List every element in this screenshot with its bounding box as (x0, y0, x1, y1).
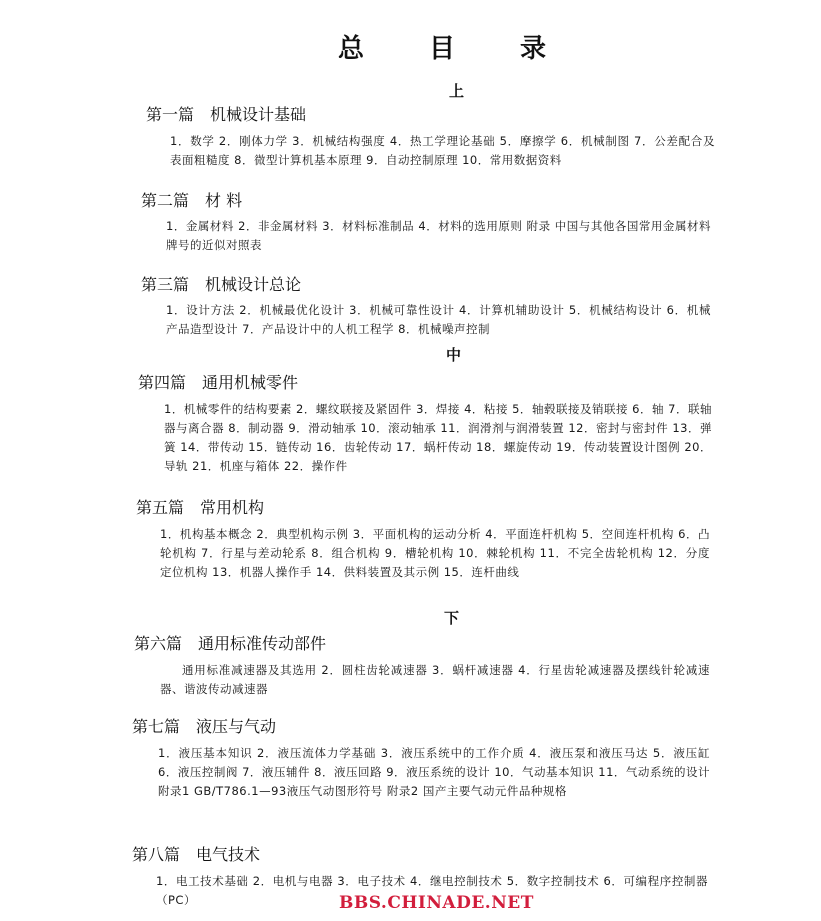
part-2-number: 第二篇 (141, 191, 190, 210)
part-3-name: 机械设计总论 (205, 275, 302, 294)
part-2-chapters: 1．金属材料 2．非金属材料 3．材料标准制品 4．材料的选用原则 附录 中国与其他各国常用金属材料牌号的近似对照表 (166, 219, 711, 252)
part-7-heading (132, 714, 276, 737)
part-5-name: 常用机构 (200, 498, 265, 517)
part-1-chapters: 1．数学 2．刚体力学 3．机械结构强度 4．热工学理论基础 5．摩擦学 6．机械制图 7．公差配合及表面粗糙度 8．微型计算机基本原理 9．自动控制原理 10．常用数据资料 (170, 134, 715, 167)
part-8-number: 第八篇 (132, 845, 181, 864)
part-6-name: 通用标准传动部件 (198, 634, 327, 653)
part-4-name: 通用机械零件 (202, 373, 299, 392)
part-3-chapters: 1．设计方法 2．机械最优化设计 3．机械可靠性设计 4．计算机辅助设计 5．机械结构设计 6．机械产品造型设计 7．产品设计中的人机工程学 8．机械噪声控制 (166, 303, 711, 336)
part-1-heading (146, 102, 306, 125)
part-7-chapters: 1．液压基本知识 2．液压流体力学基础 3．液压系统中的工作介质 4．液压泵和液压马达 5．液压缸 6．液压控制阀 7．液压辅件 8．液压回路 9．液压系统的设计 10．气动基本知识 11．气动系统的设计 附录1 GB/T786.1—93液压气动图形符号 附录2 国产主要气动元件品种规格 (158, 746, 710, 798)
part-3-heading (141, 272, 301, 295)
volume-upper-label: 上 (449, 82, 465, 100)
part-8-chapters: 1．电工技术基础 2．电机与电器 3．电子技术 4．继电控制技术 5．数字控制技术 6．可编程序控制器（PC） (156, 874, 708, 907)
part-6-heading (134, 631, 326, 654)
part-5-number: 第五篇 (136, 498, 185, 517)
part-7-name: 液压与气动 (196, 717, 277, 736)
part-1-name: 机械设计基础 (210, 105, 307, 124)
volume-lower-label: 下 (444, 609, 460, 627)
part-6-chapters: 通用标准减速器及其选用 2．圆柱齿轮减速器 3．蜗杆减速器 4．行星齿轮减速器及摆线针轮减速器、谐波传动减速器 (160, 663, 710, 696)
part-4-heading (138, 370, 298, 393)
part-8-heading (132, 842, 260, 865)
part-2-heading (141, 188, 242, 211)
page-title: 总 目 录 (337, 34, 575, 64)
site-watermark: BBS.CHINADE.NET (339, 893, 534, 913)
part-6-number: 第六篇 (134, 634, 183, 653)
part-4-chapters: 1．机械零件的结构要素 2．螺纹联接及紧固件 3．焊接 4．粘接 5．轴毂联接及销联接 6．轴 7．联轴器与离合器 8．制动器 9．滑动轴承 10．滚动轴承 11．润滑剂与润滑装置 12．密封与密封件 13．弹簧 14．带传动 15．链传动 16．齿轮传动 17．蜗杆传动 18．螺旋传动 19．传动装置设计图例 20．导轨 21．机座与箱体 22．操作件 (164, 402, 712, 473)
part-2-name: 材 料 (205, 191, 243, 210)
part-4-number: 第四篇 (138, 373, 187, 392)
part-8-name: 电气技术 (196, 845, 261, 864)
part-7-number: 第七篇 (132, 717, 181, 736)
part-5-chapters: 1．机构基本概念 2．典型机构示例 3．平面机构的运动分析 4．平面连杆机构 5．空间连杆机构 6．凸轮机构 7．行星与差动轮系 8．组合机构 9．槽轮机构 10．棘轮机构 11．不完全齿轮机构 12．分度定位机构 13．机器人操作手 14．供料装置及其示例 15．连杆曲线 (160, 527, 710, 579)
part-3-number: 第三篇 (141, 275, 190, 294)
part-1-number: 第一篇 (146, 105, 195, 124)
part-5-heading (136, 495, 264, 518)
volume-middle-label: 中 (446, 346, 462, 364)
